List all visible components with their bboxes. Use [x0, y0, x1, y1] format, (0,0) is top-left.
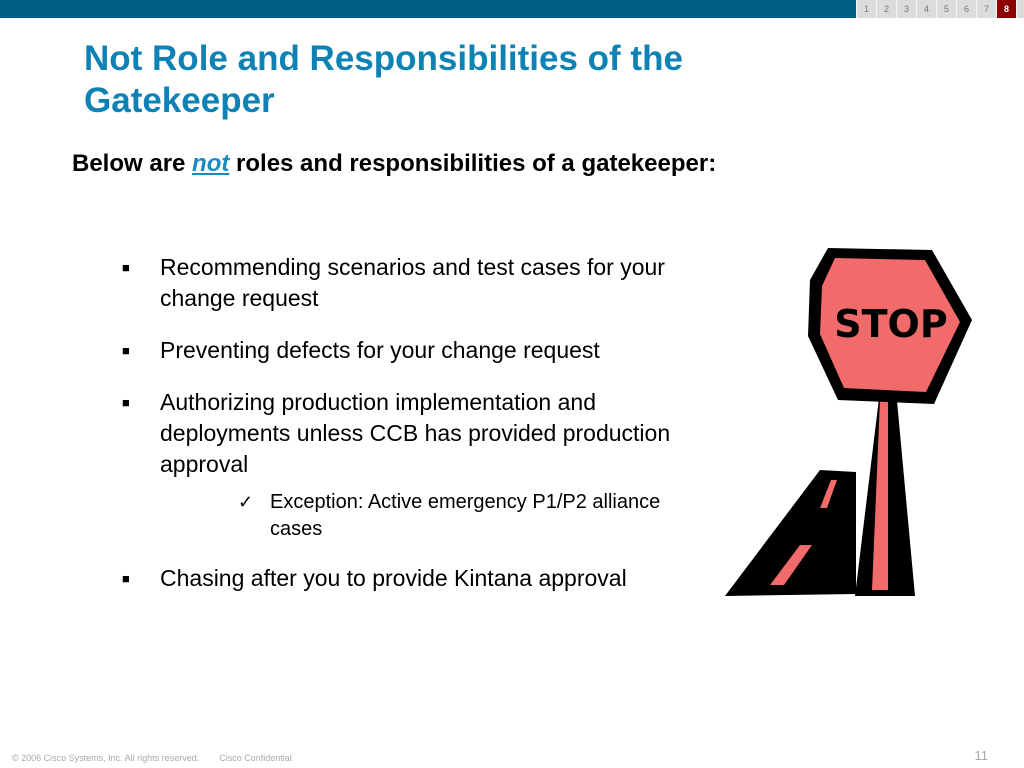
- page-link-6[interactable]: 6: [956, 0, 976, 18]
- page-link-7[interactable]: 7: [976, 0, 996, 18]
- stop-sign-illustration: [720, 240, 980, 610]
- page-link-2[interactable]: 2: [876, 0, 896, 18]
- slide-subtitle: [72, 150, 716, 178]
- page-number: 11: [974, 748, 988, 763]
- page-link-5[interactable]: 5: [936, 0, 956, 18]
- sub-bullet-item: [230, 489, 680, 543]
- slide-title: Not Role and Responsibilities of the Gatekeeper: [84, 39, 683, 120]
- copyright-text: © 2006 Cisco Systems, Inc. All rights reserved.: [12, 753, 200, 763]
- road-shape: [725, 470, 856, 596]
- page-link-more[interactable]: [1016, 0, 1024, 18]
- bullet-text: Preventing defects for your change request: [160, 337, 600, 363]
- subtitle-after: roles and responsibilities of a gatekeeper:: [229, 150, 717, 177]
- bullet-text: Authorizing production implementation and deployments unless CCB has provided production approval: [160, 389, 671, 477]
- bullet-item: [120, 335, 680, 366]
- square-bullet-icon: ■: [122, 571, 130, 586]
- stop-sign-text: STOP: [834, 302, 948, 346]
- bullet-item: [120, 387, 680, 480]
- square-bullet-icon: ■: [122, 260, 130, 275]
- subtitle-before: Below are: [72, 150, 193, 177]
- subtitle-emphasis: not: [192, 150, 230, 177]
- checkmark-icon: ✓: [238, 492, 254, 512]
- square-bullet-icon: ■: [122, 395, 130, 410]
- bullet-text: Recommending scenarios and test cases for your change request: [160, 254, 665, 311]
- slide-pager: [856, 0, 1024, 18]
- bullet-text: Chasing after you to provide Kintana approval: [160, 565, 627, 591]
- bullet-item: [120, 252, 680, 314]
- page-link-4[interactable]: 4: [916, 0, 936, 18]
- square-bullet-icon: ■: [122, 343, 130, 358]
- confidential-text: Cisco Confidential: [219, 753, 292, 763]
- bullet-item: [120, 563, 680, 594]
- page-link-8-active[interactable]: 8: [996, 0, 1016, 18]
- bullet-list: [120, 252, 680, 615]
- page-link-1[interactable]: 1: [856, 0, 876, 18]
- footer: [12, 753, 312, 763]
- page-link-3[interactable]: 3: [896, 0, 916, 18]
- sub-bullet-text: Exception: Active emergency P1/P2 alliance cases: [270, 491, 661, 540]
